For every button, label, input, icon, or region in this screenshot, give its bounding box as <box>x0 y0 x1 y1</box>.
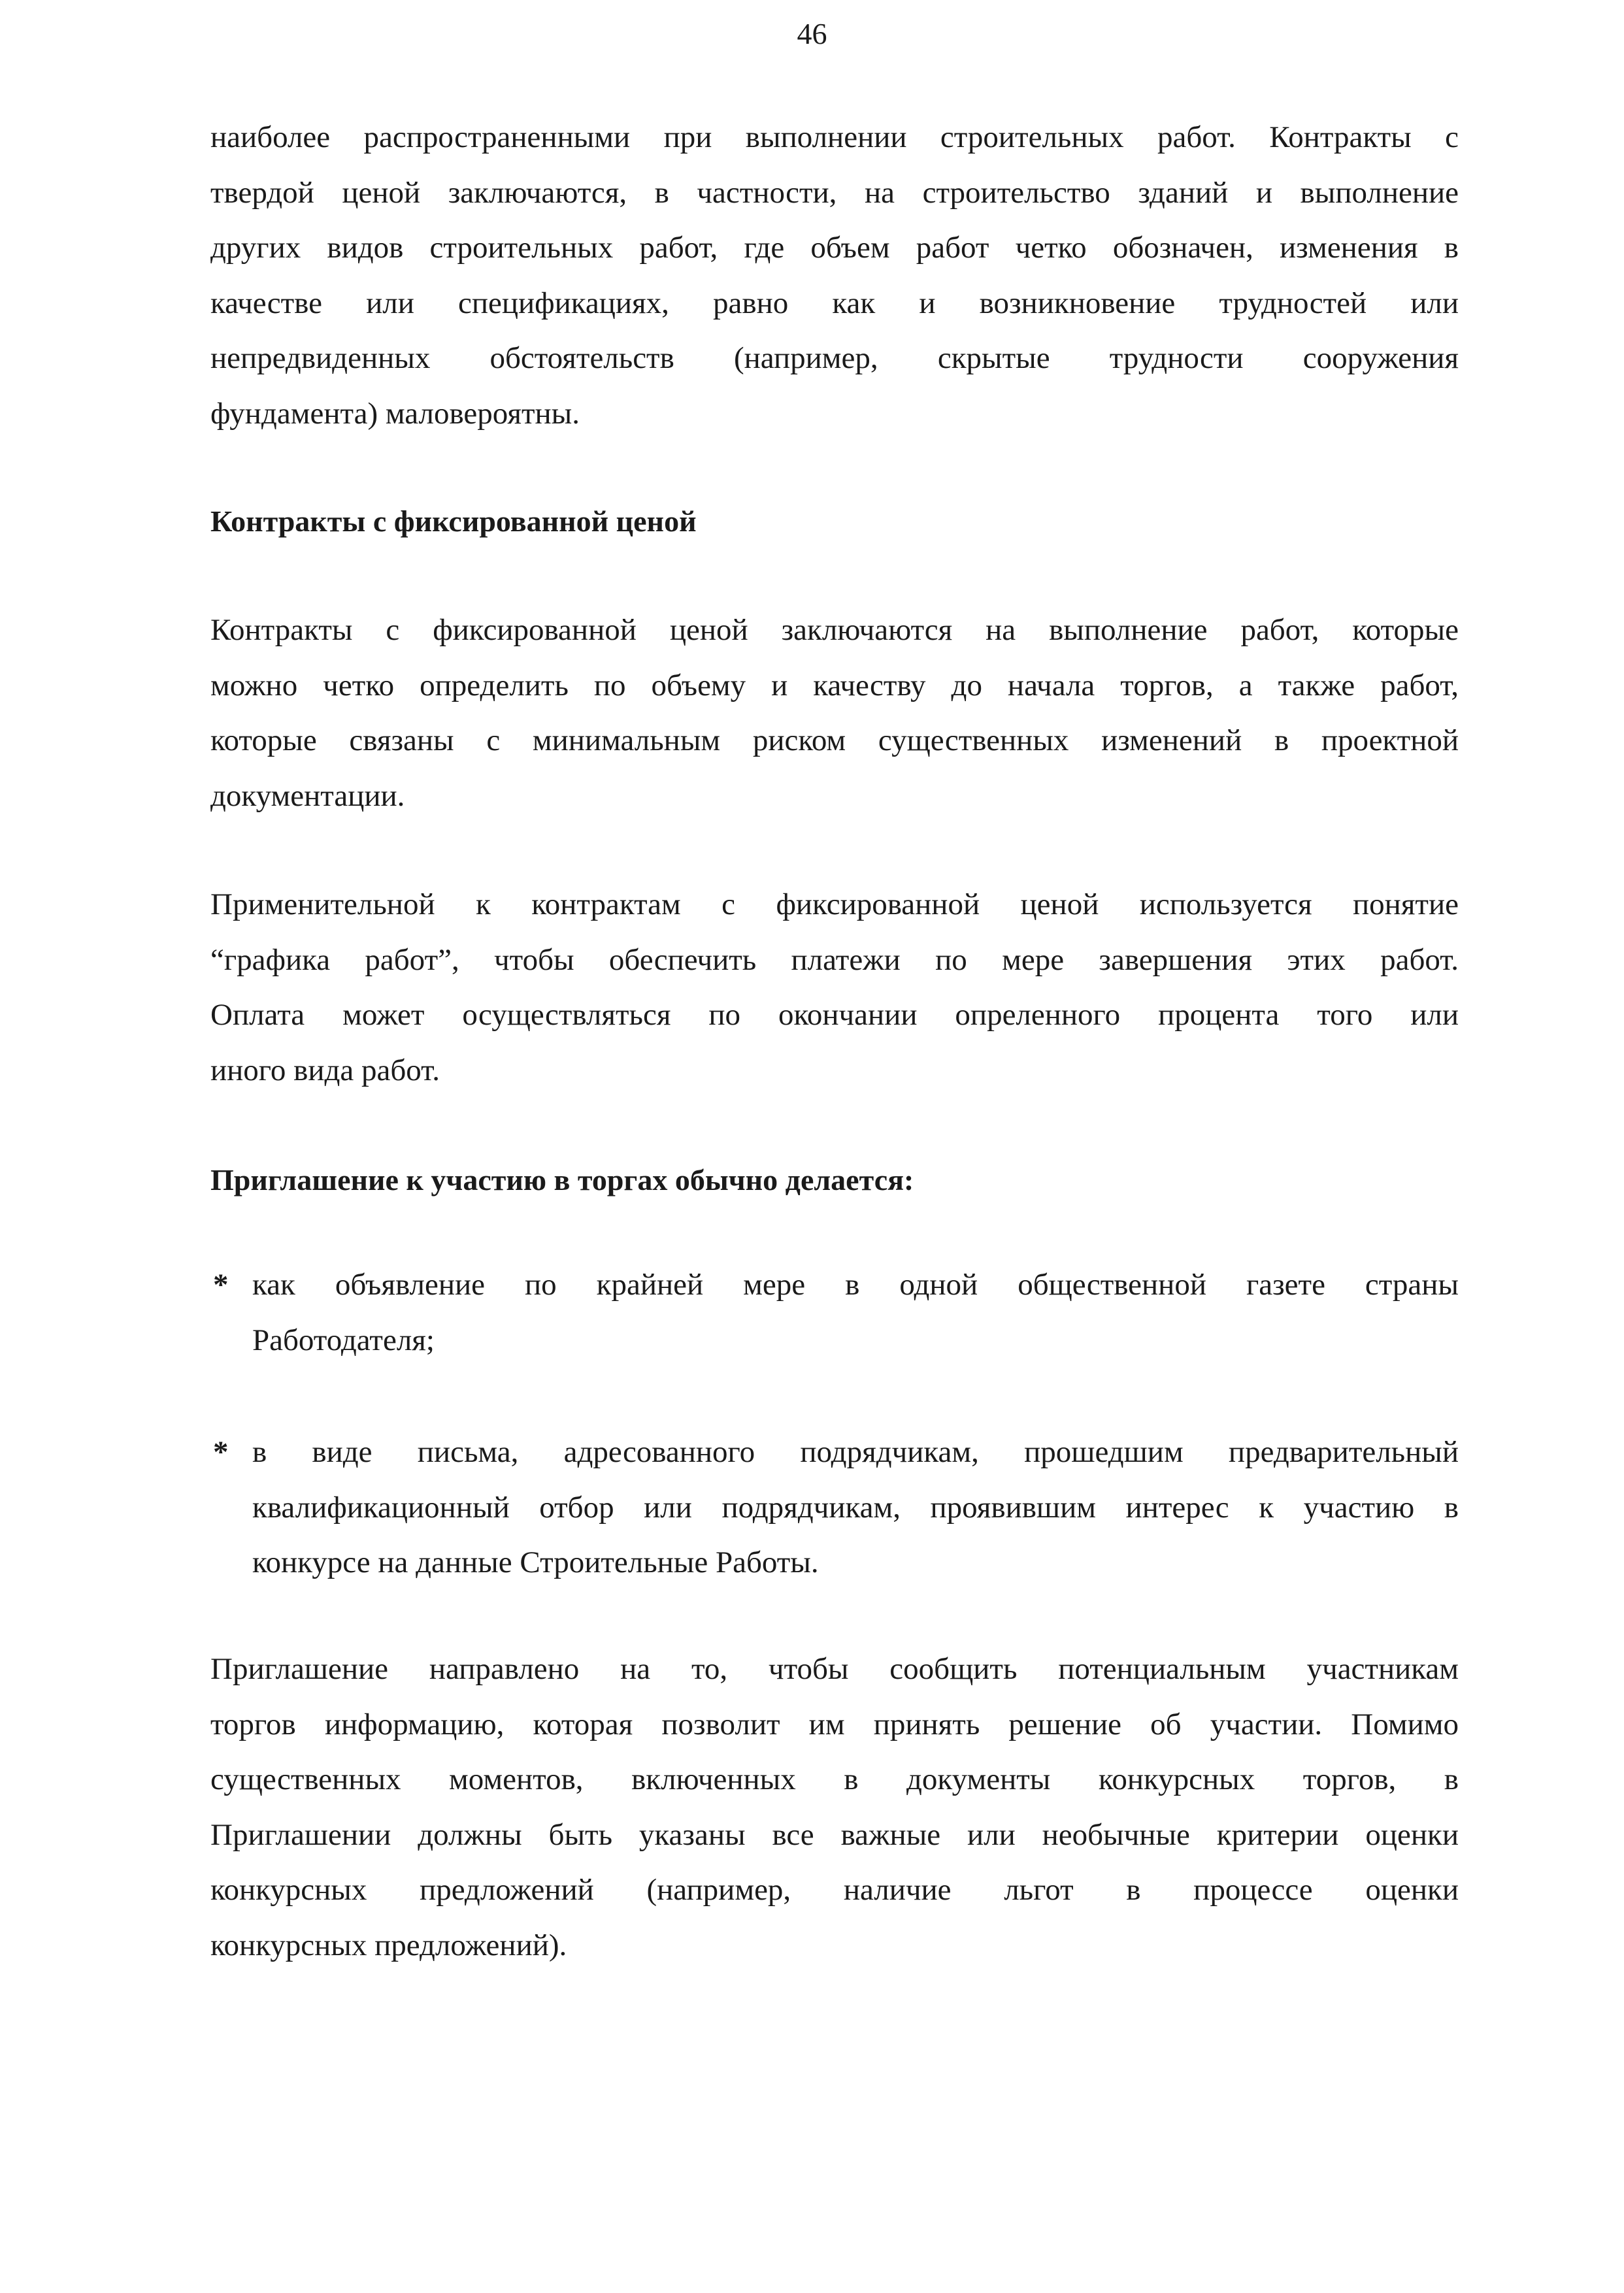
asterisk-bullet-icon: * <box>213 1268 229 1302</box>
paragraph-4-line: торгов информацию, которая позволит им принять решение об участии. Помимо <box>210 1707 1459 1741</box>
paragraph-2-line: Контракты с фиксированной ценой заключаются на выполнение работ, которые <box>210 613 1459 647</box>
paragraph-1-line: наиболее распространенными при выполнении строительных работ. Контракты с <box>210 120 1459 154</box>
paragraph-3-line: иного вида работ. <box>210 1053 440 1087</box>
paragraph-2-line: документации. <box>210 778 405 813</box>
paragraph-3-line: “графика работ”, чтобы обеспечить платежи по мере завершения этих работ. <box>210 942 1459 977</box>
paragraph-3-line: Оплата может осуществляться по окончании опреленного процента того или <box>210 998 1459 1032</box>
paragraph-4 <box>210 1641 1459 1973</box>
paragraph-3-line: Применительной к контрактам с фиксированной ценой используется понятие <box>210 887 1459 921</box>
paragraph-1-line: фундамента) маловероятны. <box>210 396 580 431</box>
bullet-line: как объявление по крайней мере в одной общественной газете страны <box>252 1268 1459 1302</box>
bullet-line: Работодателя; <box>252 1323 435 1357</box>
bullet-text <box>252 1257 1459 1368</box>
bullet-line: квалификационный отбор или подрядчикам, проявившим интерес к участию в <box>252 1490 1459 1525</box>
bullet-text <box>252 1425 1459 1591</box>
page-number: 46 <box>797 17 827 50</box>
paragraph-1 <box>210 110 1459 441</box>
section-heading-fixed-price: Контракты с фиксированной ценой <box>210 504 697 538</box>
paragraph-4-line: существенных моментов, включенных в документы конкурсных торгов, в <box>210 1762 1459 1796</box>
paragraph-4-line: конкурсных предложений (например, наличие льгот в процессе оценки <box>210 1873 1459 1907</box>
paragraph-4-line: Приглашение направлено на то, чтобы сообщить потенциальным участникам <box>210 1652 1459 1686</box>
paragraph-1-line: непредвиденных обстоятельств (например, скрытые трудности сооружения <box>210 341 1459 375</box>
bullet-line: конкурсе на данные Строительные Работы. <box>252 1545 819 1579</box>
paragraph-2-line: которые связаны с минимальным риском существенных изменений в проектной <box>210 723 1459 757</box>
paragraph-1-line: других видов строительных работ, где объем работ четко обозначен, изменения в <box>210 231 1459 265</box>
asterisk-bullet-icon: * <box>213 1435 229 1469</box>
paragraph-2-line: можно четко определить по объему и качеству до начала торгов, а также работ, <box>210 668 1459 702</box>
section-heading-invitation: Приглашение к участию в торгах обычно делается: <box>210 1163 914 1196</box>
bullet-line: в виде письма, адресованного подрядчикам, прошедшим предварительный <box>252 1435 1459 1469</box>
paragraph-4-line: конкурсных предложений). <box>210 1928 567 1962</box>
paragraph-4-line: Приглашении должны быть указаны все важные или необычные критерии оценки <box>210 1817 1459 1852</box>
paragraph-1-line: твердой ценой заключаются, в частности, на строительство зданий и выполнение <box>210 175 1459 210</box>
paragraph-1-line: качестве или спецификациях, равно как и возникновение трудностей или <box>210 286 1459 320</box>
paragraph-2 <box>210 602 1459 823</box>
paragraph-3 <box>210 877 1459 1098</box>
